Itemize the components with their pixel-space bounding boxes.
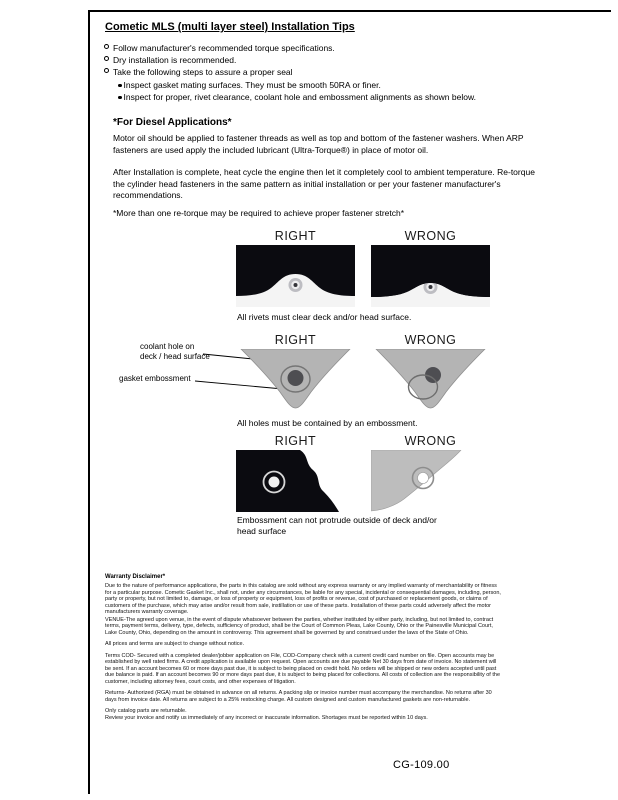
rivet-icon — [289, 278, 303, 292]
warranty-paragraph: VENUE-The agreed upon venue, in the event of dispute whatsoever between the parties, whether instituted by either party, including, but not limited to, contract terms, payment terms, delivery, type, defects, sufficiency of product, shall be the Court of Common Pleas, Lake County, Ohio or the Painesville Municipal Court, Lake County, Ohio, depending on the amount in controversy. This agreement shall be governed by and construed under the laws of the State of Ohio. — [105, 616, 494, 636]
diagram-hole-wrong-panel — [371, 349, 490, 413]
callout-gasket-embossment-label: gasket embossment — [119, 374, 191, 383]
warranty-paragraph: Terms COD- Secured with a completed dealer/jobber application on File, COD-Company check with a current credit card number on file. Open accounts may be established by well rated firms. A credit application is available upon request. Open accounts are due payable Net 30 days from date of invoice. No statement will be sent. If an account becomes 60 or more days past due, it is subject to being placed on credit hold. No orders will be shipped or new orders accepted until past due balance is paid. If an account becomes 90 or more days past due, it is subject to being placed for collections. All costs of collection are the responsibility of the customer, including attorney fees, court costs, and other expenses of litigation. — [105, 652, 501, 685]
warranty-paragraph: All prices and terms are subject to change without notice. — [105, 641, 245, 647]
warranty-heading: Warranty Disclaimer* — [105, 574, 166, 580]
wrong-label-row2: WRONG — [404, 333, 457, 347]
warranty-paragraph: Only catalog parts are returnable. — [105, 708, 187, 714]
tip-item-3: Take the following steps to assure a proper seal — [104, 67, 293, 77]
retorque-note: *More than one re-torque may be required to achieve proper fastener stretch* — [113, 208, 405, 218]
caption-row1: All rivets must clear deck and/or head surface. — [237, 312, 412, 322]
diagram-edge-wrong-panel — [371, 450, 490, 512]
callout-text-line: deck / head surface — [140, 351, 210, 361]
callout-text-line: coolant hole on — [140, 342, 195, 351]
tip-item-1: Follow manufacturer's recommended torque specifications. — [104, 43, 335, 53]
caption-row2: All holes must be contained by an embossment. — [237, 418, 418, 428]
diesel-paragraph-2: After Installation is complete, heat cycle the engine then let it completely cool to ambient temperature. Re-torque the cylinder head fasteners in the same pattern as initial installation or per your fastener manufacturer's recommendations. — [113, 167, 535, 200]
right-label-row2: RIGHT — [274, 333, 317, 347]
warranty-paragraph: Review your invoice and notify us immediately of any incorrect or inaccurate information. Shortages must be reported within 10 days. — [105, 714, 428, 721]
warranty-paragraph: Due to the nature of performance applications, the parts in this catalog are sold without any express warranty or any implied warranty of merchantability or fitness for a particular purpose. Cometic Gasket Inc., shall not, under any circumstances, be liable for any special, incidental or consequential damages, including, person, party or property, but not limited to, damage, or loss of property or equipment, loss of profits or revenue, cost of purchased or replacement goods, or claims of customers of the purchase, which may arise and/or result from sale, instillation or use of these parts. Installation of these parts could adversely affect the motor manufacturers warranty coverage. — [105, 583, 501, 615]
diesel-heading: *For Diesel Applications* — [113, 117, 232, 128]
diesel-paragraph-1: Motor oil should be applied to fastener threads as well as top and bottom of the fastener washers. When ARP fasteners are used apply the included lubricant (Ultra-Torque®) in place of motor oil. — [113, 133, 524, 155]
tip-item-2: Dry installation is recommended. — [104, 55, 236, 65]
tip-subitem-1: Inspect gasket mating surfaces. They must be smooth 50RA or finer. — [118, 80, 381, 90]
right-label-row1: RIGHT — [274, 229, 317, 243]
diagram-rivet-wrong-panel — [371, 245, 490, 307]
diagram-edge-right-panel — [236, 450, 355, 512]
warranty-disclaimer-section — [105, 574, 502, 721]
gasket-hole — [269, 477, 280, 488]
wrong-label-row3: WRONG — [404, 434, 457, 448]
gasket-hole — [418, 473, 429, 484]
right-label-row3: RIGHT — [274, 434, 317, 448]
diagram-rivet-right-panel — [236, 245, 355, 307]
diagram-hole-right-panel — [236, 349, 355, 413]
page-number-code: CG-109.00 — [393, 759, 450, 771]
page-title: Cometic MLS (multi layer steel) Installation Tips — [105, 21, 355, 33]
warranty-paragraph: Returns- Authorized (RGA) must be obtained in advance on all returns. A packing slip or invoice number must accompany the merchandise. No returns after 30 days from invoice date. All returns are subject to a 25% restocking charge. All custom designed and custom manufactured gaskets are non-returnable. — [105, 690, 492, 703]
tip-subitem-2: Inspect for proper, rivet clearance, coolant hole and embossment alignments as shown below. — [118, 92, 476, 102]
caption-row3: Embossment can not protrude outside of deck and/or head surface — [237, 515, 437, 536]
coolant-hole — [288, 370, 304, 386]
wrong-label-row1: WRONG — [404, 229, 457, 243]
